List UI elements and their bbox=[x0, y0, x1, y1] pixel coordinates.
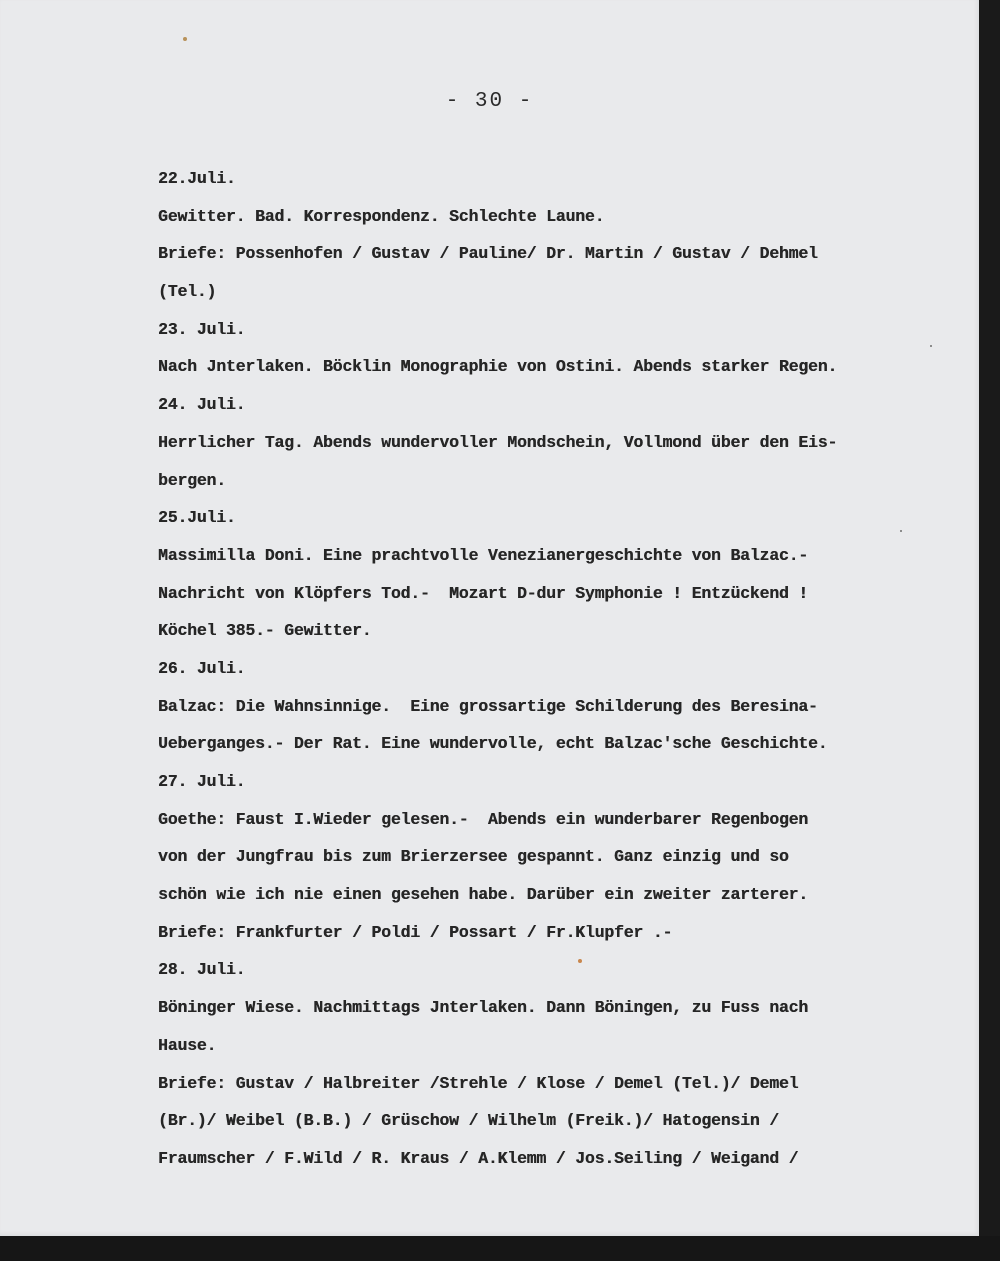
text-line: von der Jungfrau bis zum Brierzersee gespannt. Ganz einzig und so bbox=[158, 847, 789, 867]
text-line: Nachricht von Klöpfers Tod.- Mozart D-dur Symphonie ! Entzückend ! bbox=[158, 583, 809, 603]
page-number: - 30 - bbox=[445, 90, 534, 113]
paper-speck bbox=[900, 530, 902, 532]
paper-speck bbox=[930, 345, 932, 347]
text-line: Fraumscher / F.Wild / R. Kraus / A.Klemm / Jos.Seiling / Weigand / bbox=[158, 1148, 799, 1168]
text-line: 23. Juli. bbox=[158, 319, 246, 339]
text-line: Gewitter. Bad. Korrespondenz. Schlechte Laune. bbox=[158, 206, 605, 226]
text-line: 25.Juli. bbox=[158, 508, 236, 528]
text-line: Massimilla Doni. Eine prachtvolle Venezianergeschichte von Balzac.- bbox=[158, 545, 809, 565]
text-line: Briefe: Frankfurter / Poldi / Possart / Fr.Klupfer .- bbox=[158, 922, 673, 942]
text-line: Nach Jnterlaken. Böcklin Monographie von Ostini. Abends starker Regen. bbox=[158, 357, 838, 377]
scan-border-right bbox=[979, 0, 1000, 1261]
text-line: bergen. bbox=[158, 470, 226, 490]
text-line: (Tel.) bbox=[158, 282, 217, 302]
text-line: 22.Juli. bbox=[158, 169, 236, 188]
text-line: Briefe: Possenhofen / Gustav / Pauline/ Dr. Martin / Gustav / Dehmel bbox=[158, 244, 818, 264]
text-line: Hause. bbox=[158, 1035, 217, 1055]
text-line: 27. Juli. bbox=[158, 772, 246, 791]
text-line: Köchel 385.- Gewitter. bbox=[158, 621, 372, 641]
text-line: 28. Juli. bbox=[158, 960, 246, 980]
text-line: 26. Juli. bbox=[158, 658, 246, 678]
text-line: schön wie ich nie einen gesehen habe. Darüber ein zweiter zarterer. bbox=[158, 885, 809, 905]
text-line: Goethe: Faust I.Wieder gelesen.- Abends ein wunderbarer Regenbogen bbox=[158, 809, 809, 829]
paper-speck bbox=[183, 37, 187, 41]
diary-text bbox=[158, 160, 948, 1178]
text-line: Balzac: Die Wahnsinnige. Eine grossartige Schilderung des Beresina- bbox=[158, 696, 818, 716]
text-line: 24. Juli. bbox=[158, 395, 246, 415]
text-line: Briefe: Gustav / Halbreiter /Strehle / Klose / Demel (Tel.)/ Demel bbox=[158, 1073, 799, 1093]
text-line: Ueberganges.- Der Rat. Eine wundervolle, echt Balzac'sche Geschichte. bbox=[158, 734, 828, 754]
text-line: Herrlicher Tag. Abends wundervoller Mondschein, Vollmond über den Eis- bbox=[158, 432, 838, 452]
scan-border-bottom bbox=[0, 1236, 1000, 1261]
text-line: Böninger Wiese. Nachmittags Jnterlaken. Dann Böningen, zu Fuss nach bbox=[158, 998, 809, 1018]
text-line: (Br.)/ Weibel (B.B.) / Grüschow / Wilhelm (Freik.)/ Hatogensin / bbox=[158, 1111, 779, 1131]
paper-speck bbox=[578, 959, 582, 963]
